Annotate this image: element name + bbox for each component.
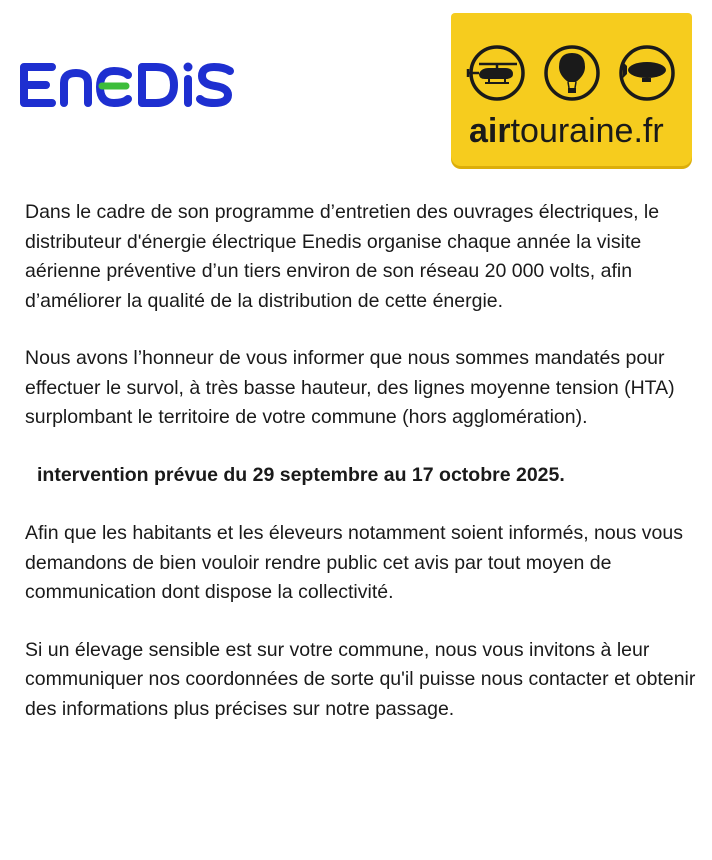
paragraph-request: Afin que les habitants et les éleveurs notamment soient informés, nous vous demandons de bien vouloir rendre public cet avis par tout moyen de communication dont dispose la collectivité. [25,522,683,603]
intervention-dates: intervention prévue du 29 septembre au 17 octobre 2025. [37,463,565,486]
paragraph-intro: Dans le cadre de son programme d’entretien des ouvrages électriques, le distributeur d'énergie électrique Enedis organise chaque année la visite aérienne préventive d’un tiers environ de son réseau 20 000 volts, afin d’améliorer la qualité de la distribution de cette énergie. [25,201,660,312]
airtouraine-logo [451,13,692,166]
wordmark-air: air [469,112,511,150]
enedis-logo [14,55,240,115]
hot-air-balloon-icon [546,47,598,99]
helicopter-icon [467,47,523,99]
airship-icon [621,47,673,99]
paragraph-announcement: Nous avons l’honneur de vous informer que nous sommes mandatés pour effectuer le survol, à très basse hauteur, des lignes moyenne tension (HTA) surplombant le territoire de votre commune (hors agglomération). [25,347,675,428]
wordmark-touraine: touraine.fr [510,112,664,150]
paragraph-livestock: Si un élevage sensible est sur votre commune, nous vous invitons à leur communiquer nos coordonnées de sorte qu'il puisse nous contacter et obtenir des informations plus précises sur notre passage. [25,638,696,720]
airtouraine-wordmark [469,111,664,151]
aircraft-icons [451,43,692,103]
notice-body [25,198,697,752]
